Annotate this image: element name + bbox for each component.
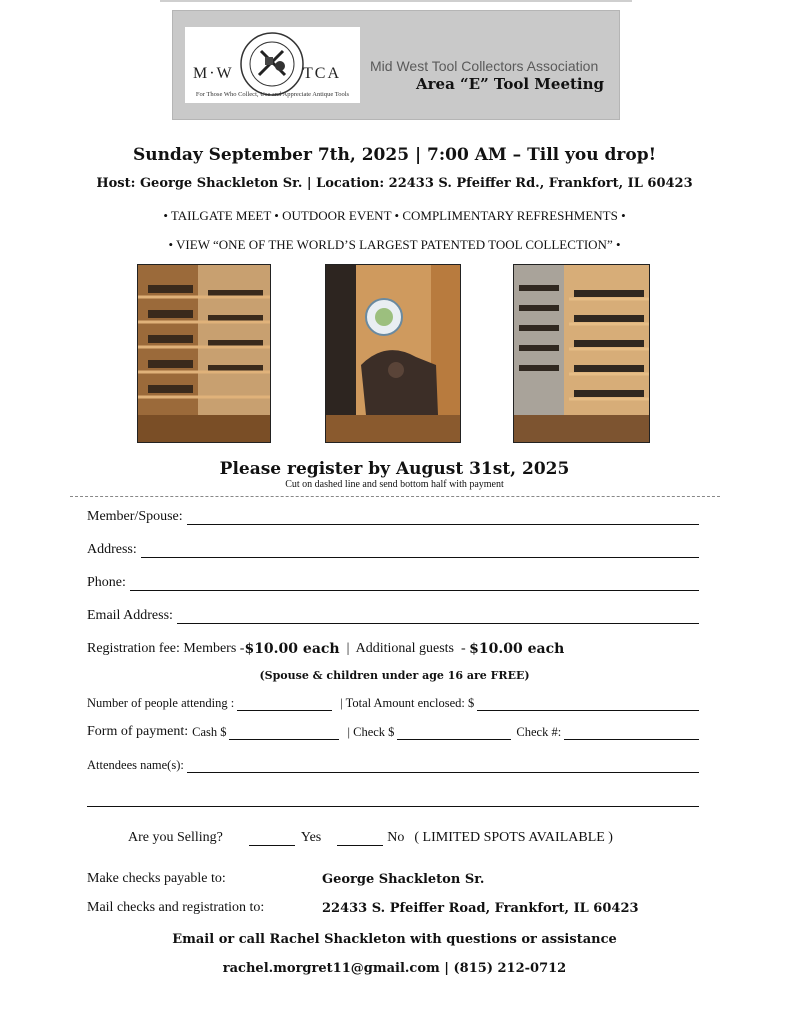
seal-emblem-icon <box>239 31 305 97</box>
total-amount-field[interactable] <box>477 695 699 711</box>
email-field[interactable] <box>177 608 699 624</box>
form-payment-label: Form of payment: <box>87 724 189 739</box>
email-row <box>87 608 699 624</box>
email-label: Email Address: <box>87 608 173 623</box>
badge-and-plane-photo <box>325 264 461 443</box>
phone-field[interactable] <box>130 575 699 591</box>
logo-tagline: For Those Who Collect, Use and Appreciate Antique Tools <box>195 91 350 98</box>
selling-no-field[interactable] <box>337 830 383 846</box>
logo-tca-letters: TCA <box>303 65 341 82</box>
address-row <box>87 542 699 558</box>
limited-spots-note: ( LIMITED SPOTS AVAILABLE ) <box>414 830 613 845</box>
check-field[interactable] <box>397 724 511 740</box>
mwtca-logo <box>185 27 360 103</box>
payable-label: Make checks payable to: <box>87 871 226 886</box>
check-label: | Check $ <box>347 725 395 739</box>
selling-question: Are you Selling? <box>128 830 223 845</box>
attendees-row <box>87 757 699 773</box>
selling-yes-label: Yes <box>300 830 322 845</box>
member-spouse-label: Member/Spouse: <box>87 509 183 524</box>
selling-yes-field[interactable] <box>249 830 295 846</box>
free-note: (Spouse & children under age 16 are FREE) <box>259 669 530 682</box>
contact-line: Email or call Rachel Shackleton with questions or assistance <box>172 932 617 947</box>
check-number-field[interactable] <box>564 724 699 740</box>
phone-label: Phone: <box>87 575 126 590</box>
attendees-extra-line[interactable] <box>87 806 699 807</box>
association-name: Mid West Tool Collectors Association <box>370 58 599 74</box>
cash-label: Cash $ <box>192 725 227 739</box>
member-spouse-field[interactable] <box>187 509 699 525</box>
num-people-label: Number of people attending : <box>87 696 235 710</box>
attendees-field[interactable] <box>187 757 699 773</box>
cash-field[interactable] <box>229 724 339 740</box>
check-number-label: Check #: <box>516 725 562 739</box>
member-spouse-row <box>87 509 699 525</box>
attendance-row <box>87 695 699 711</box>
total-amount-label: | Total Amount enclosed: $ <box>340 696 475 710</box>
event-date-time: Sunday September 7th, 2025 | 7:00 AM – Till you drop! <box>132 145 657 165</box>
attendees-label: Attendees name(s): <box>87 758 184 772</box>
meeting-title: Area “E” Tool Meeting <box>416 75 605 93</box>
payment-row <box>87 724 699 740</box>
mail-value: 22433 S. Pfeiffer Road, Frankfort, IL 60423 <box>322 901 639 916</box>
phone-row <box>87 575 699 591</box>
tool-shelves-photo-1 <box>137 264 271 443</box>
event-host-location: Host: George Shackleton Sr. | Location: 22433 S. Pfeiffer Rd., Frankfort, IL 60423 <box>96 176 693 191</box>
payable-row <box>87 871 484 887</box>
fee-guests: $10.00 each <box>469 641 565 657</box>
event-features-line2: • VIEW “ONE OF THE WORLD’S LARGEST PATENTED TOOL COLLECTION” • <box>168 237 621 252</box>
logo-mw-letters: M·W <box>193 65 234 82</box>
address-label: Address: <box>87 542 137 557</box>
mail-row <box>87 900 639 916</box>
mail-label: Mail checks and registration to: <box>87 900 265 915</box>
register-deadline: Please register by August 31st, 2025 <box>219 459 570 479</box>
top-rule <box>160 0 632 2</box>
cut-line <box>70 496 720 497</box>
payable-value: George Shackleton Sr. <box>322 872 485 887</box>
fee-prefix: Registration fee: Members - <box>87 641 245 656</box>
address-field[interactable] <box>141 542 699 558</box>
registration-fee-row <box>87 641 564 657</box>
event-features-line1: • TAILGATE MEET • OUTDOOR EVENT • COMPLIMENTARY REFRESHMENTS • <box>163 208 626 223</box>
cut-instructions: Cut on dashed line and send bottom half with payment <box>285 479 504 490</box>
contact-info: rachel.morgret11@gmail.com | (815) 212-0712 <box>222 961 567 976</box>
fee-members: $10.00 each <box>244 641 340 657</box>
header-banner <box>172 10 620 120</box>
num-people-field[interactable] <box>237 695 332 711</box>
fee-separator: | Additional guests - <box>339 641 470 656</box>
tool-shelves-photo-2 <box>513 264 650 443</box>
selling-no-label: No <box>387 830 405 845</box>
selling-row <box>128 830 613 846</box>
